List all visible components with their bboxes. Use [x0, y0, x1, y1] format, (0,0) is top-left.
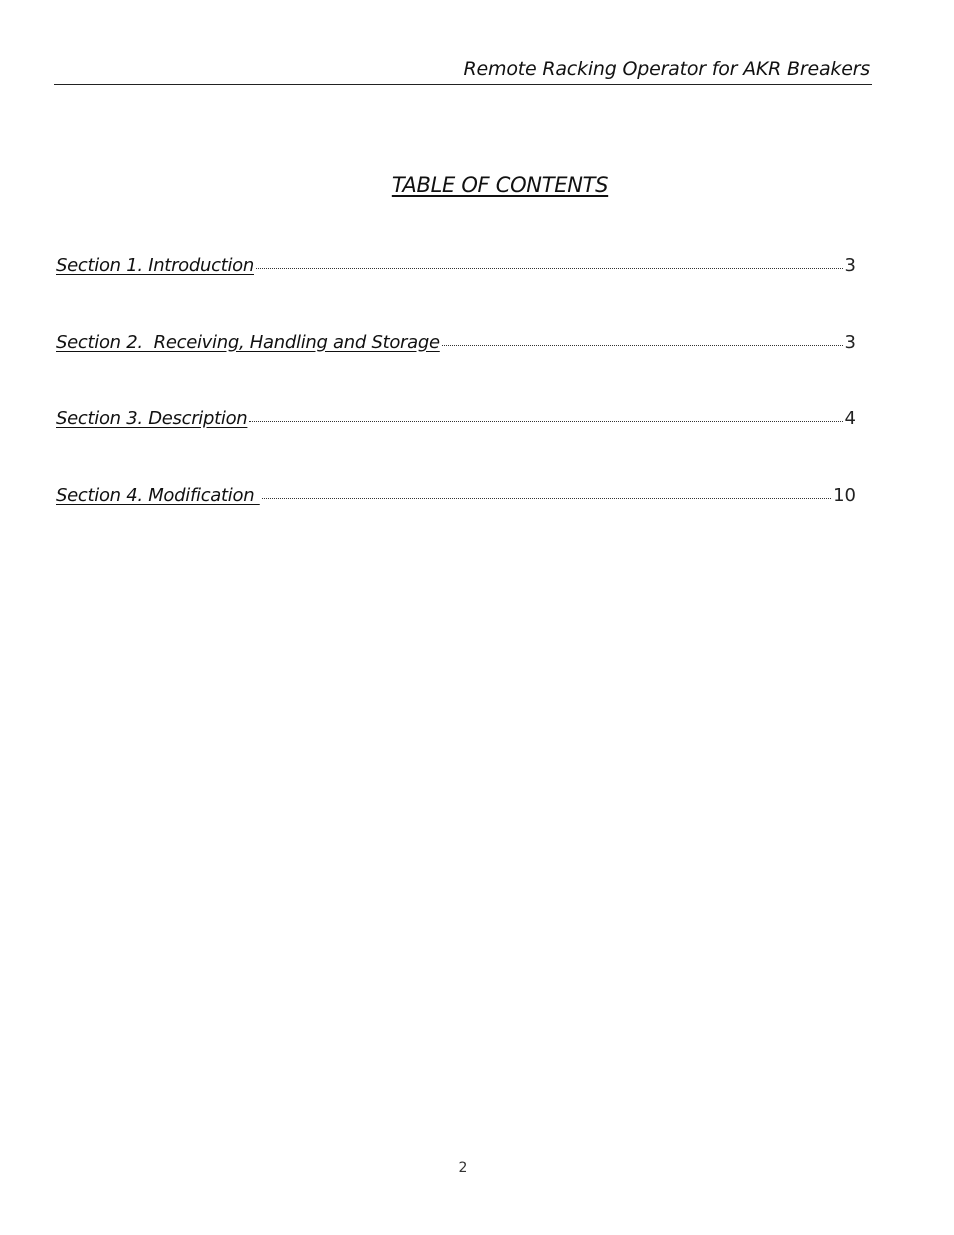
- header-title: Remote Racking Operator for AKR Breakers: [463, 58, 870, 80]
- toc-entry-page: 4: [844, 408, 856, 429]
- toc-list: [56, 255, 856, 561]
- toc-dot-leader: [256, 268, 843, 269]
- toc-dot-leader: [262, 498, 831, 499]
- toc-title: TABLE OF CONTENTS: [391, 173, 609, 197]
- toc-dot-leader: [442, 345, 843, 346]
- toc-entry-page: 3: [844, 331, 856, 353]
- toc-entry-label[interactable]: Section 4. Modification: [56, 484, 260, 506]
- toc-entry-label[interactable]: Section 1. Introduction: [56, 255, 254, 276]
- toc-entry-page: 10: [833, 484, 856, 506]
- toc-entry-page: 3: [844, 255, 856, 276]
- page-header: [54, 56, 872, 85]
- toc-entry-introduction[interactable]: [56, 255, 856, 332]
- toc-entry-label[interactable]: Section 2. Receiving, Handling and Storage: [56, 331, 440, 353]
- page-number: 2: [458, 1160, 468, 1176]
- toc-entry-modification[interactable]: [56, 485, 856, 562]
- toc-entry-label[interactable]: Section 3. Description: [56, 408, 248, 429]
- toc-entry-receiving[interactable]: [56, 332, 856, 409]
- toc-dot-leader: [249, 421, 842, 422]
- toc-entry-description[interactable]: [56, 408, 856, 485]
